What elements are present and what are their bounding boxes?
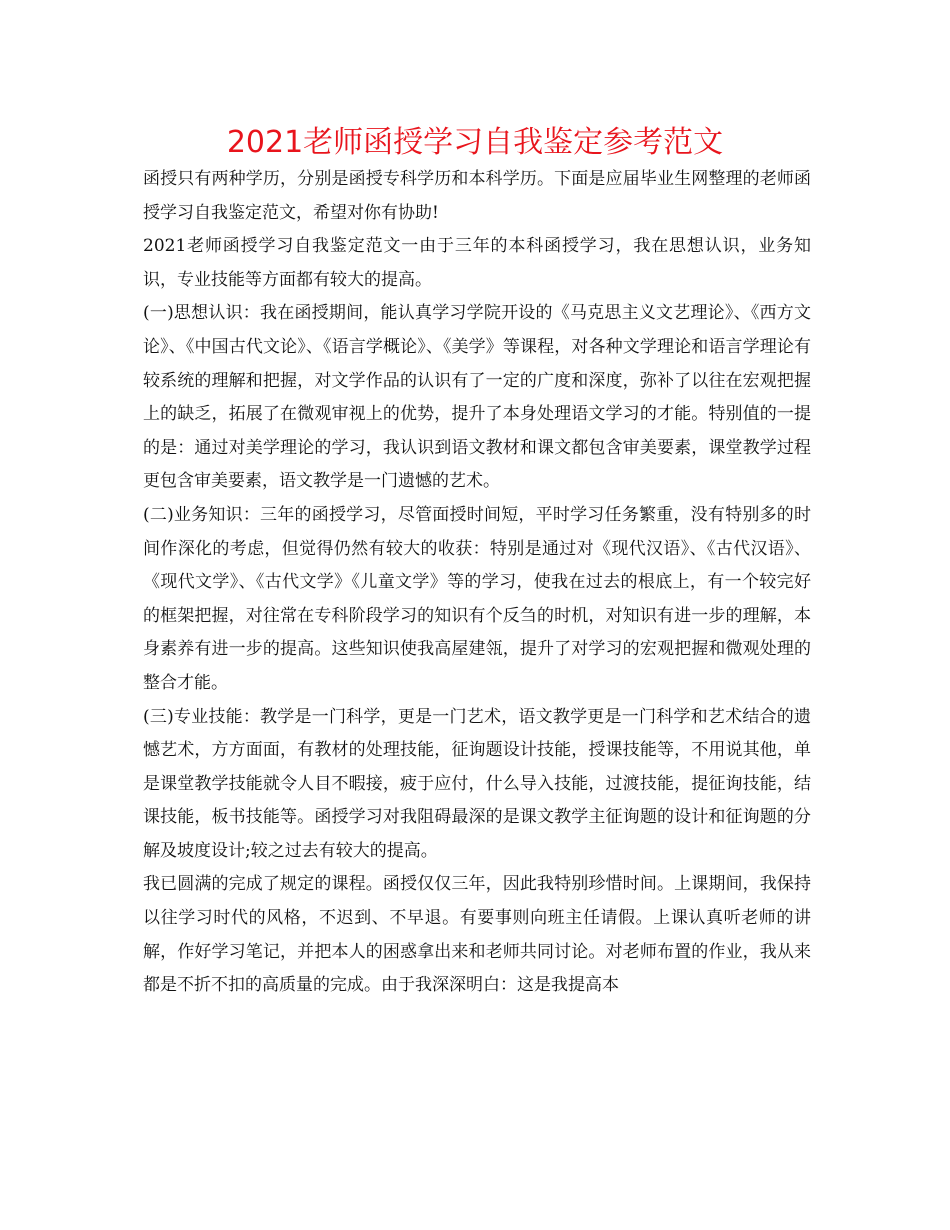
document-title: 2021老师函授学习自我鉴定参考范文 xyxy=(226,125,724,160)
paragraph-opening: 2021老师函授学习自我鉴定范文一由于三年的本科函授学习，我在思想认识，业务知识，专业技能等方面都有较大的提高。 xyxy=(143,236,811,290)
paragraph-skills: (三)专业技能：教学是一门科学，更是一门艺术，语文教学更是一门科学和艺术结合的遗憾艺术，方方面面，有教材的处理技能，征询题设计技能，授课技能等，不用说其他，单是课堂教学技能就令人目不暇接，疲于应付，什么导入技能，过渡技能，提征询技能，结课技能，板书技能等。函授学习对我阻碍最深的是课文教学主征询题的设计和征询题的分解及坡度设计;较之过去有较大的提高。 xyxy=(143,706,811,861)
paragraph-thinking: (一)思想认识：我在函授期间，能认真学习学院开设的《马克思主义文艺理论》、《西方文论》、《中国古代文论》、《语言学概论》、《美学》等课程，对各种文学理论和语言学理论有较系统的理解和把握，对文学作品的认识有了一定的广度和深度，弥补了以往在宏观把握上的缺乏，拓展了在微观审视上的优势，提升了本身处理语文学习的才能。特别值的一提的是：通过对美学理论的学习，我认识到语文教材和课文都包含审美要素，课堂教学过程更包含审美要素，语文教学是一门遗憾的艺术。 xyxy=(143,303,811,492)
paragraph-intro: 函授只有两种学历，分别是函授专科学历和本科学历。下面是应届毕业生网整理的老师函授学习自我鉴定范文，希望对你有协助! xyxy=(143,169,811,223)
paragraph-knowledge: (二)业务知识：三年的函授学习，尽管面授时间短，平时学习任务繁重，没有特别多的时间作深化的考虑，但觉得仍然有较大的收获：特别是通过对《现代汉语》、《古代汉语》、《现代文学》、《古代文学》《儿童文学》等的学习，使我在过去的根底上，有一个较完好的框架把握，对往常在专科阶段学习的知识有个反刍的时机，对知识有进一步的理解，本身素养有进一步的提高。这些知识使我高屋建瓴，提升了对学习的宏观把握和微观处理的整合才能。 xyxy=(143,504,811,693)
document-body xyxy=(143,163,811,1003)
paragraph-courses: 我已圆满的完成了规定的课程。函授仅仅三年，因此我特别珍惜时间。上课期间，我保持以往学习时代的风格，不迟到、不早退。有要事则向班主任请假。上课认真听老师的讲解，作好学习笔记，并把本人的困惑拿出来和老师共同讨论。对老师布置的作业，我从来都是不折不扣的高质量的完成。由于我深深明白：这是我提高本 xyxy=(143,874,811,996)
